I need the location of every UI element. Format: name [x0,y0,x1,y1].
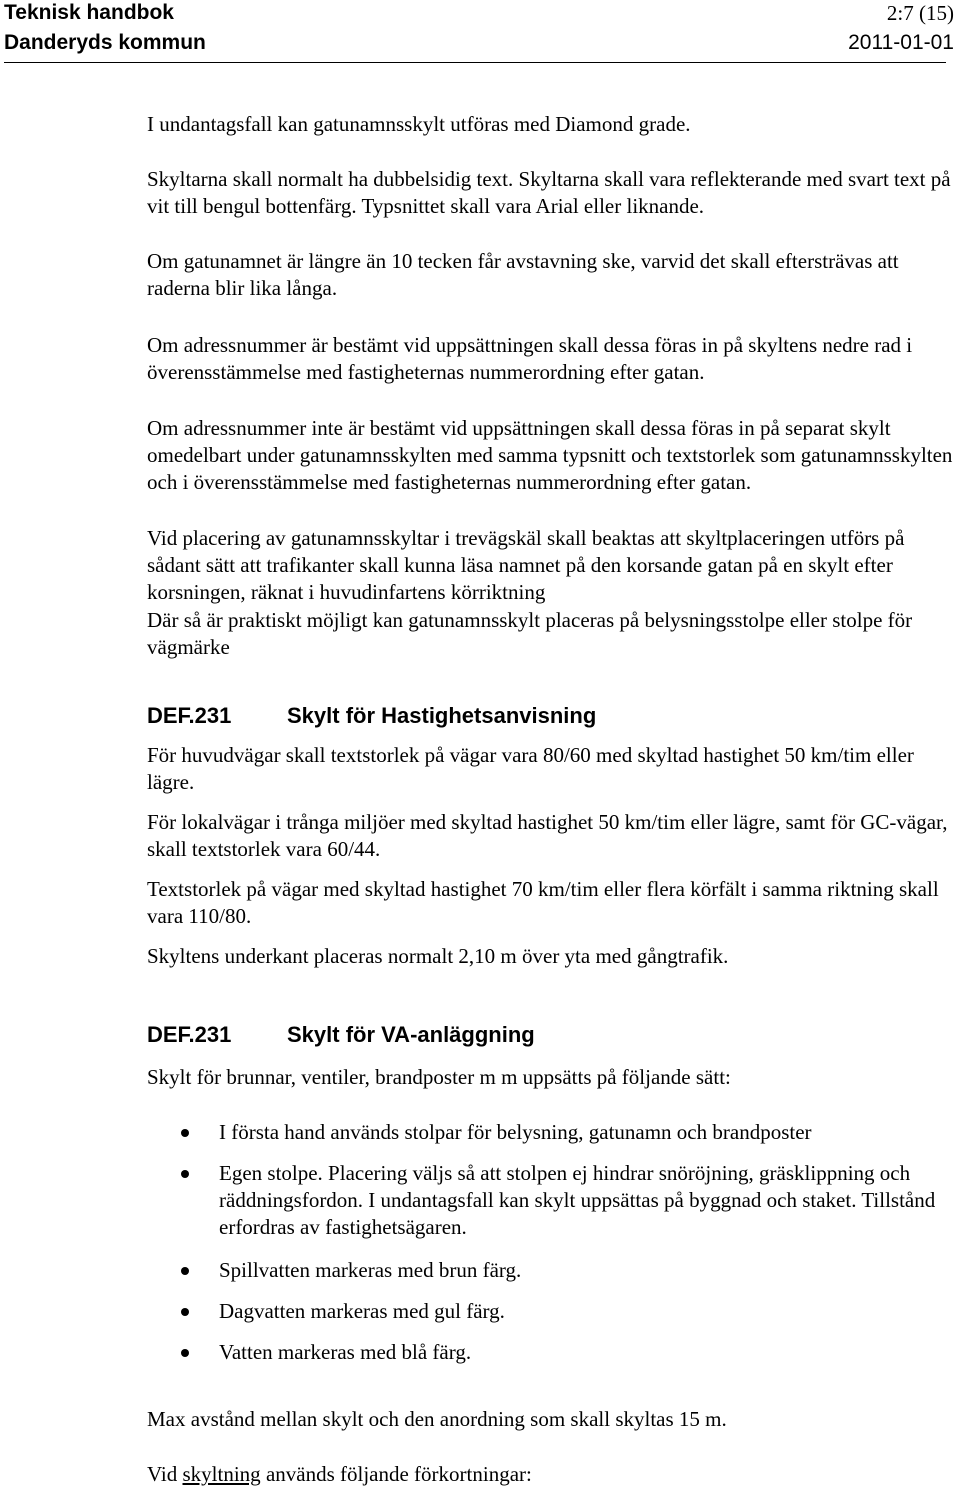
paragraph: Där så är praktiskt möjligt kan gatunamnsskylt placeras på belysningsstolpe eller stolpe för vägmärke [147,608,913,659]
paragraph: Skyltens underkant placeras normalt 2,10 m över yta med gångtrafik. [147,944,729,968]
paragraph: Textstorlek på vägar med skyltad hastighet 70 km/tim eller flera körfält i samma riktning skall vara 110/80. [147,877,939,928]
page-number: 2:7 (15) [886,1,954,25]
bullet-icon [181,1349,189,1357]
closing-paragraph [147,1461,957,1488]
paragraph: För huvudvägar skall textstorlek på vägar vara 80/60 med skyltad hastighet 50 km/tim eller lägre. [147,743,914,794]
organization-name: Danderyds kommun [4,31,206,54]
bullet-icon [181,1170,189,1178]
closing-text-start: Vid [147,1462,178,1486]
section-code: DEF.231 [147,1022,232,1047]
paragraph: I undantagsfall kan gatunamnsskylt utföras med Diamond grade. [147,112,691,136]
paragraph: Om adressnummer är bestämt vid uppsättningen skall dessa föras in på skyltens nedre rad i överensstämmelse med fastigheternas nummerordning efter gatan. [147,333,913,384]
paragraph: Vid placering av gatunamnsskyltar i trevägskäl skall beaktas att skyltplaceringen utförs på sådant sätt att trafikanter skall kunna läsa namnet på den korsande gatan på en skylt efter korsningen, räknat i huvudinfartens körriktning [147,526,905,604]
paragraph: Skyltarna skall normalt ha dubbelsidig text. Skyltarna skall vara reflekterande med svart text på vit till bengul bottenfärg. Typsnittet skall vara Arial eller liknande. [147,167,951,218]
list-item-text: I första hand används stolpar för belysning, gatunamn och brandposter [219,1120,812,1144]
handbook-title: Teknisk handbok [4,1,174,24]
closing-text-end: används följande förkortningar: [265,1462,532,1486]
bullet-icon [181,1267,189,1275]
list-item-text: Vatten markeras med blå färg. [219,1340,472,1364]
paragraph: Max avstånd mellan skylt och den anordning som skall skyltas 15 m. [147,1407,727,1431]
paragraph: För lokalvägar i trånga miljöer med skyltad hastighet 50 km/tim eller lägre, samt för GC-vägar, skall textstorlek vara 60/44. [147,810,948,861]
section-title: Skylt för VA-anläggning [287,1022,535,1047]
section-code: DEF.231 [147,703,232,728]
list-item-text: Egen stolpe. Placering väljs så att stolpen ej hindrar snöröjning, gräsklippning och räddningsfordon. I undantagsfall kan skylt uppsättas på byggnad och staket. Tillstånd erfordras av fastighetsägaren. [219,1161,936,1239]
paragraph: Om gatunamnet är längre än 10 tecken får avstavning ske, varvid det skall eftersträvas att raderna blir lika långa. [147,249,899,300]
document-date: 2011-01-01 [848,31,954,54]
list-item-text: Spillvatten markeras med brun färg. [219,1258,522,1282]
section-title: Skylt för Hastighetsanvisning [287,703,597,728]
bullet-icon [181,1308,189,1316]
bullet-icon [181,1129,189,1137]
skyltning-link[interactable]: skyltning [182,1462,261,1486]
paragraph: Skylt för brunnar, ventiler, brandposter m m uppsätts på följande sätt: [147,1065,731,1089]
header-divider [4,62,946,63]
list-item-text: Dagvatten markeras med gul färg. [219,1299,505,1323]
paragraph: Om adressnummer inte är bestämt vid uppsättningen skall dessa föras in på separat skylt omedelbart under gatunamnsskylten med samma typsnitt och textstorlek som gatunamnsskylten och i överensstämmelse med fastigheternas nummerordning efter gatan. [147,416,953,494]
